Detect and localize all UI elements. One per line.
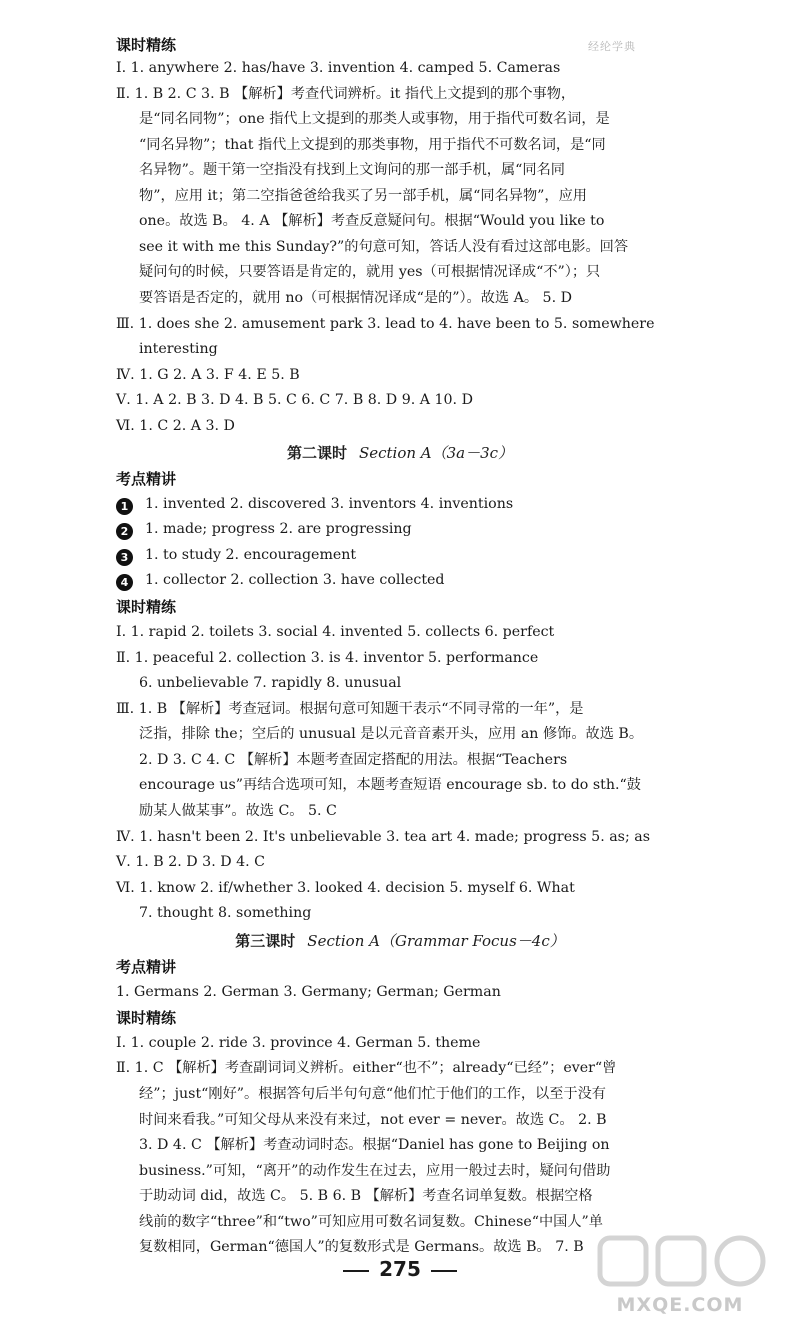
section-title-en: Section A（3a－3c） (358, 444, 514, 462)
bullet-text: 1. to study 2. encouragement (145, 547, 357, 563)
section-title-cn: 第三课时 (235, 932, 296, 950)
bullet-text: 1. invented 2. discovered 3. inventors 4. inventions (145, 496, 514, 512)
answer-line: Ⅵ. 1. C 2. A 3. D (116, 418, 235, 434)
answer-line: Ⅴ. 1. B 2. D 3. D 4. C (116, 854, 266, 870)
answer-line: 励某人做某事”。故选 C。 5. C (139, 803, 337, 819)
answer-line: Ⅰ. 1. rapid 2. toilets 3. social 4. invented 5. collects 6. perfect (116, 624, 555, 640)
answer-line: “同名异物”；that 指代上文提到的那类事物，用于指代不可数名词，是“同 (139, 137, 606, 153)
heading-practice: 课时精练 (116, 1009, 177, 1027)
page-number-dash (431, 1270, 457, 1272)
bullet-text: 1. made; progress 2. are progressing (145, 521, 412, 537)
bullet-line (116, 570, 696, 591)
bullet-number-3: 3 (116, 549, 133, 566)
answer-line: interesting (139, 341, 218, 357)
answer-line: 线前的数字“three”和“two”可知应用可数名词复数。Chinese“中国人”单 (139, 1214, 603, 1230)
answer-line: 泛指，排除 the；空后的 unusual 是以元音音素开头，应用 an 修饰。故选 B。 (139, 726, 644, 742)
answer-line: Ⅱ. 1. C 【解析】考查副词词义辨析。either“也不”；already“已经”；ever“曾 (116, 1060, 617, 1076)
watermark-logo (580, 1232, 780, 1322)
answer-line: 2. D 3. C 4. C 【解析】本题考查固定搭配的用法。根据“Teachers (139, 752, 568, 768)
answer-line: Ⅳ. 1. hasn't been 2. It's unbelievable 3. tea art 4. made; progress 5. as; as (116, 829, 650, 845)
answer-line: 3. D 4. C 【解析】考查动词时态。根据“Daniel has gone to Beijing on (139, 1137, 610, 1153)
answer-line: 6. unbelievable 7. rapidly 8. unusual (139, 675, 402, 691)
watermark-text: MXQE.COM (616, 1294, 744, 1316)
answer-line: 名异物”。题干第一空指没有找到上文询问的那一部手机，属“同名同 (139, 162, 565, 178)
answer-line: Ⅴ. 1. A 2. B 3. D 4. B 5. C 6. C 7. B 8. D 9. A 10. D (116, 392, 473, 408)
answer-line: Ⅰ. 1. anywhere 2. has/have 3. invention 4. camped 5. Cameras (116, 60, 561, 76)
answer-line: 1. Germans 2. German 3. Germany; German; German (116, 984, 501, 1000)
answer-line: one。故选 B。 4. A 【解析】考查反意疑问句。根据“Would you like to (139, 213, 605, 229)
answer-line: 7. thought 8. something (139, 905, 312, 921)
answer-line: 时间来看我。”可知父母从来没有来过，not ever = never。故选 C。 2. B (139, 1112, 607, 1128)
header-stamp: 经纶学典 (588, 40, 636, 53)
answer-line: Ⅵ. 1. know 2. if/whether 3. looked 4. decision 5. myself 6. What (116, 880, 575, 896)
answer-line: 物”，应用 it；第二空指爸爸给我买了另一部手机，属“同名异物”，应用 (139, 188, 587, 204)
bullet-number-1: 1 (116, 498, 133, 515)
answer-line: Ⅱ. 1. B 2. C 3. B 【解析】考查代词辨析。it 指代上文提到的那个事物， (116, 86, 576, 102)
answer-line: 经”；just“刚好”。根据答句后半句句意“他们忙于他们的工作，以至于没有 (139, 1086, 606, 1102)
watermark-badge-icon (580, 1232, 780, 1292)
answer-line: encourage us”再结合选项可知，本题考查短语 encourage sb. to do sth.“鼓 (139, 777, 641, 793)
answer-line: 复数相同，German“德国人”的复数形式是 Germans。故选 B。 7. B (139, 1239, 584, 1255)
answer-line: business.”可知，“离开”的动作发生在过去，应用一般过去时，疑问句借助 (139, 1163, 611, 1179)
section-title-cn: 第二课时 (286, 444, 347, 462)
answer-line: Ⅰ. 1. couple 2. ride 3. province 4. German 5. theme (116, 1035, 481, 1051)
heading-practice: 课时精练 (116, 36, 177, 54)
heading-key-points: 考点精讲 (116, 958, 177, 976)
bullet-number-2: 2 (116, 523, 133, 540)
page-number-text: 275 (379, 1257, 421, 1281)
answer-line: 于助动词 did，故选 C。 5. B 6. B 【解析】考查名词单复数。根据空格 (139, 1188, 593, 1204)
answer-line: 要答语是否定的，就用 no（可根据情况译成“是的”）。故选 A。 5. D (139, 290, 572, 306)
answer-line: see it with me this Sunday?”的句意可知，答话人没有看过这部电影。回答 (139, 239, 629, 255)
bullet-line (116, 519, 696, 540)
answer-line: Ⅲ. 1. does she 2. amusement park 3. lead to 4. have been to 5. somewhere (116, 316, 655, 332)
answer-line: Ⅳ. 1. G 2. A 3. F 4. E 5. B (116, 367, 300, 383)
answer-line: Ⅱ. 1. peaceful 2. collection 3. is 4. inventor 5. performance (116, 650, 539, 666)
bullet-line (116, 545, 696, 566)
bullet-line (116, 494, 696, 515)
heading-key-points: 考点精讲 (116, 470, 177, 488)
section-title-2 (0, 442, 800, 463)
answer-line: 是“同名同物”；one 指代上文提到的那类人或事物，用于指代可数名词，是 (139, 111, 610, 127)
section-title-3 (0, 930, 800, 951)
answer-line: 疑问句的时候，只要答语是肯定的，就用 yes（可根据情况译成“不”）；只 (139, 264, 601, 280)
section-title-en: Section A（Grammar Focus－4c） (307, 932, 565, 950)
page-number-dash (343, 1270, 369, 1272)
answer-line: Ⅲ. 1. B 【解析】考查冠词。根据句意可知题干表示“不同寻常的一年”，是 (116, 701, 584, 717)
heading-practice: 课时精练 (116, 598, 177, 616)
bullet-text: 1. collector 2. collection 3. have collected (145, 572, 445, 588)
bullet-number-4: 4 (116, 574, 133, 591)
